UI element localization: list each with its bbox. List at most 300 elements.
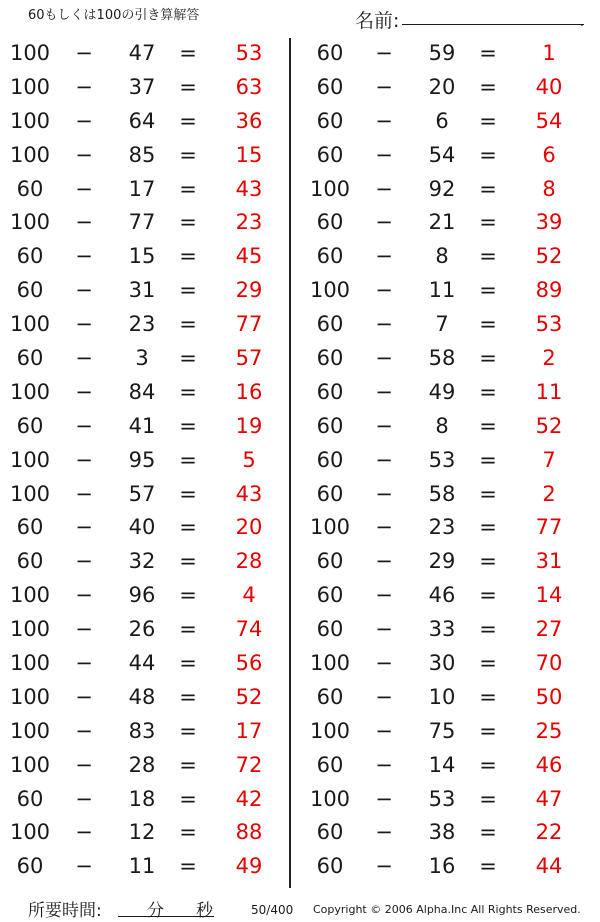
subtrahend: 20 [428,74,456,99]
equals-sign: = [179,617,197,642]
minuend: 60 [316,108,344,133]
answer: 77 [535,515,563,540]
answer: 72 [235,752,263,777]
minuend: 60 [16,413,44,438]
problem-row [0,342,285,376]
minus-sign: − [375,583,393,608]
minus-sign: − [75,752,93,777]
answer: 88 [235,820,263,845]
subtrahend: 8 [435,413,449,438]
answer: 16 [235,379,263,404]
subtrahend: 47 [128,41,156,65]
problem-row [300,37,585,71]
equals-sign: = [179,651,197,676]
subtrahend: 95 [128,447,156,472]
problem-row [0,613,285,647]
minuend: 60 [16,515,44,540]
subtrahend: 75 [428,718,456,743]
problem-row [300,274,585,308]
problem-row [300,715,585,749]
subtrahend: 6 [435,108,449,133]
minus-sign: − [375,244,393,269]
subtrahend: 85 [128,142,156,167]
subtrahend: 14 [428,752,456,777]
minuend: 60 [316,312,344,337]
minus-sign: − [75,413,93,438]
name-label: 名前: [355,10,400,32]
minus-sign: − [75,108,93,133]
minus-sign: − [375,651,393,676]
equals-sign: = [479,447,497,472]
minuend: 100 [9,210,51,235]
problem-row [300,478,585,512]
time-label: 所要時間: [28,901,102,921]
minutes-label: 分 [147,901,164,921]
score-text: 50/400 [251,903,294,917]
subtrahend: 15 [128,244,156,269]
minuend: 60 [16,854,44,879]
equals-sign: = [179,74,197,99]
problem-row [300,816,585,850]
subtrahend: 77 [128,210,156,235]
answer: 39 [535,210,563,235]
answer: 5 [242,447,256,472]
minus-sign: − [75,583,93,608]
answer: 8 [542,176,556,201]
subtrahend: 96 [128,583,156,608]
equals-sign: = [479,142,497,167]
subtrahend: 92 [428,176,456,201]
minus-sign: − [375,278,393,303]
problem-row [0,274,285,308]
equals-sign: = [479,718,497,743]
minuend: 60 [316,583,344,608]
problem-row [300,850,585,884]
subtrahend: 83 [128,718,156,743]
minus-sign: − [375,176,393,201]
answer: 23 [235,210,263,235]
answer: 20 [235,515,263,540]
answer: 7 [542,447,556,472]
minuend: 60 [316,481,344,506]
minus-sign: − [75,379,93,404]
problem-row [0,308,285,342]
minuend: 60 [316,549,344,574]
minus-sign: − [75,481,93,506]
subtrahend: 23 [428,515,456,540]
subtrahend: 59 [428,41,456,65]
minus-sign: − [375,854,393,879]
problem-row [0,511,285,545]
minuend: 100 [9,617,51,642]
problem-row [300,139,585,173]
problem-row [300,444,585,478]
problem-row [300,410,585,444]
equals-sign: = [479,549,497,574]
problem-row [300,579,585,613]
equals-sign: = [479,278,497,303]
subtrahend: 53 [428,786,456,811]
subtrahend: 3 [135,346,149,371]
minus-sign: − [375,312,393,337]
answer: 45 [235,244,263,269]
answer: 43 [235,481,263,506]
problem-row [300,681,585,715]
subtrahend: 23 [128,312,156,337]
answer: 22 [535,820,563,845]
subtrahend: 48 [128,684,156,709]
problem-row [300,105,585,139]
problem-row [300,783,585,817]
answer: 52 [535,244,563,269]
equals-sign: = [479,210,497,235]
minuend: 60 [316,820,344,845]
equals-sign: = [179,752,197,777]
problem-row [0,105,285,139]
minus-sign: − [375,379,393,404]
problem-row [0,579,285,613]
problem-row [0,783,285,817]
minus-sign: − [375,346,393,371]
equals-sign: = [479,820,497,845]
minuend: 100 [309,278,351,303]
minuend: 100 [309,515,351,540]
equals-sign: = [179,41,197,65]
minuend: 100 [9,820,51,845]
equals-sign: = [479,752,497,777]
subtrahend: 29 [428,549,456,574]
problem-row [0,749,285,783]
problem-row [0,850,285,884]
minus-sign: − [75,41,93,65]
equals-sign: = [479,515,497,540]
problem-row [300,376,585,410]
minuend: 60 [16,786,44,811]
minus-sign: − [75,210,93,235]
problem-row [300,749,585,783]
equals-sign: = [179,244,197,269]
subtrahend: 11 [128,854,156,879]
minuend: 100 [9,41,51,65]
minuend: 60 [316,447,344,472]
minuend: 100 [309,786,351,811]
equals-sign: = [179,447,197,472]
subtrahend: 17 [128,176,156,201]
answer: 74 [235,617,263,642]
subtrahend: 16 [428,854,456,879]
minuend: 100 [9,481,51,506]
answer: 56 [235,651,263,676]
minuend: 60 [316,684,344,709]
problem-row [300,71,585,105]
minus-sign: − [75,854,93,879]
subtrahend: 7 [435,312,449,337]
minuend: 100 [9,108,51,133]
subtrahend: 84 [128,379,156,404]
answer: 2 [542,346,556,371]
answer: 11 [535,379,563,404]
minuend: 60 [316,752,344,777]
minus-sign: − [75,617,93,642]
minus-sign: − [375,74,393,99]
answer: 46 [535,752,563,777]
minus-sign: − [375,515,393,540]
minus-sign: − [375,413,393,438]
minuend: 60 [16,278,44,303]
minuend: 60 [316,244,344,269]
problem-row [0,410,285,444]
minuend: 100 [9,583,51,608]
equals-sign: = [179,142,197,167]
minus-sign: − [375,210,393,235]
problem-row [300,240,585,274]
subtrahend: 44 [128,651,156,676]
minuend: 60 [16,346,44,371]
subtrahend: 11 [428,278,456,303]
equals-sign: = [479,312,497,337]
subtrahend: 58 [428,346,456,371]
subtrahend: 40 [128,515,156,540]
minuend: 60 [16,549,44,574]
equals-sign: = [479,379,497,404]
name-underline[interactable] [402,24,584,25]
equals-sign: = [179,413,197,438]
equals-sign: = [179,278,197,303]
answer: 57 [235,346,263,371]
minus-sign: − [375,718,393,743]
equals-sign: = [179,786,197,811]
problem-row [300,647,585,681]
minuend: 60 [316,854,344,879]
problem-row [0,71,285,105]
minuend: 100 [309,176,351,201]
answer: 89 [535,278,563,303]
minus-sign: − [375,684,393,709]
answer: 49 [235,854,263,879]
equals-sign: = [479,244,497,269]
minus-sign: − [375,549,393,574]
equals-sign: = [479,651,497,676]
minuend: 60 [316,617,344,642]
equals-sign: = [479,786,497,811]
subtrahend: 46 [428,583,456,608]
answer: 70 [535,651,563,676]
answer: 63 [235,74,263,99]
minuend: 60 [16,244,44,269]
equals-sign: = [179,312,197,337]
answer: 52 [535,413,563,438]
subtrahend: 64 [128,108,156,133]
equals-sign: = [479,854,497,879]
minus-sign: − [75,820,93,845]
problem-row [0,816,285,850]
answer: 29 [235,278,263,303]
answer: 42 [235,786,263,811]
problem-row [0,681,285,715]
subtrahend: 26 [128,617,156,642]
minus-sign: − [375,41,393,65]
equals-sign: = [179,820,197,845]
minus-sign: − [75,312,93,337]
problem-row [300,308,585,342]
equals-sign: = [479,617,497,642]
problem-row [300,613,585,647]
equals-sign: = [179,481,197,506]
answer: 53 [535,312,563,337]
answer: 77 [235,312,263,337]
problem-row [0,545,285,579]
minus-sign: − [375,617,393,642]
equals-sign: = [179,108,197,133]
seconds-label: 秒 [196,901,213,921]
subtrahend: 12 [128,820,156,845]
minuend: 100 [9,684,51,709]
answer: 50 [535,684,563,709]
minuend: 100 [309,651,351,676]
answer: 53 [235,41,263,65]
problem-row [0,478,285,512]
minuend: 100 [9,447,51,472]
equals-sign: = [479,74,497,99]
answer: 4 [242,583,256,608]
problem-row [300,342,585,376]
minus-sign: − [75,651,93,676]
answer: 19 [235,413,263,438]
answer: 27 [535,617,563,642]
minuend: 60 [316,346,344,371]
answer: 54 [535,108,563,133]
subtrahend: 38 [428,820,456,845]
minuend: 100 [9,718,51,743]
answer: 44 [535,854,563,879]
problem-row [0,376,285,410]
minuend: 100 [9,379,51,404]
worksheet-title: 60もしくは100の引き算解答 [28,8,200,23]
minus-sign: − [75,346,93,371]
minuend: 100 [309,718,351,743]
problem-row [300,511,585,545]
minuend: 60 [316,41,344,65]
minus-sign: − [75,684,93,709]
subtrahend: 30 [428,651,456,676]
minus-sign: − [75,278,93,303]
copyright-text: Copyright © 2006 Alpha.Inc All Rights Reserved. [313,903,581,916]
minuend: 100 [9,651,51,676]
minuend: 100 [9,74,51,99]
equals-sign: = [179,718,197,743]
minus-sign: − [375,481,393,506]
answer: 15 [235,142,263,167]
minuend: 100 [9,312,51,337]
equals-sign: = [479,413,497,438]
problem-row [0,37,285,71]
answer: 52 [235,684,263,709]
equals-sign: = [179,854,197,879]
name-dot: . [580,15,584,29]
equals-sign: = [179,684,197,709]
answer: 25 [535,718,563,743]
answer: 31 [535,549,563,574]
answer: 40 [535,74,563,99]
minus-sign: − [375,820,393,845]
subtrahend: 28 [128,752,156,777]
problem-row [0,173,285,207]
minus-sign: − [375,142,393,167]
minuend: 100 [9,142,51,167]
subtrahend: 58 [428,481,456,506]
problem-row [0,240,285,274]
minus-sign: − [75,176,93,201]
minuend: 60 [316,379,344,404]
subtrahend: 57 [128,481,156,506]
minus-sign: − [75,244,93,269]
answer: 1 [542,41,556,65]
minus-sign: − [375,786,393,811]
subtrahend: 54 [428,142,456,167]
answer: 14 [535,583,563,608]
equals-sign: = [179,549,197,574]
subtrahend: 18 [128,786,156,811]
subtrahend: 37 [128,74,156,99]
left-column [0,37,285,884]
subtrahend: 10 [428,684,456,709]
answer: 36 [235,108,263,133]
equals-sign: = [479,108,497,133]
minuend: 60 [316,413,344,438]
equals-sign: = [179,346,197,371]
minuend: 60 [316,74,344,99]
minus-sign: − [375,108,393,133]
subtrahend: 31 [128,278,156,303]
answer: 47 [535,786,563,811]
problem-row [300,545,585,579]
equals-sign: = [479,176,497,201]
subtrahend: 8 [435,244,449,269]
equals-sign: = [479,481,497,506]
minus-sign: − [75,142,93,167]
problem-row [0,647,285,681]
minuend: 100 [9,752,51,777]
problem-row [300,173,585,207]
equals-sign: = [179,583,197,608]
equals-sign: = [179,379,197,404]
minus-sign: − [75,549,93,574]
subtrahend: 32 [128,549,156,574]
minus-sign: − [75,515,93,540]
subtrahend: 41 [128,413,156,438]
minuend: 60 [16,176,44,201]
problem-row [0,139,285,173]
equals-sign: = [479,684,497,709]
subtrahend: 21 [428,210,456,235]
minuend: 60 [316,210,344,235]
problem-row [0,206,285,240]
minus-sign: − [75,447,93,472]
problem-row [300,206,585,240]
equals-sign: = [179,210,197,235]
equals-sign: = [179,515,197,540]
minus-sign: − [375,447,393,472]
minus-sign: − [75,74,93,99]
answer: 43 [235,176,263,201]
minus-sign: − [375,752,393,777]
answer: 2 [542,481,556,506]
equals-sign: = [479,346,497,371]
answer: 28 [235,549,263,574]
subtrahend: 53 [428,447,456,472]
problem-row [0,715,285,749]
answer: 6 [542,142,556,167]
